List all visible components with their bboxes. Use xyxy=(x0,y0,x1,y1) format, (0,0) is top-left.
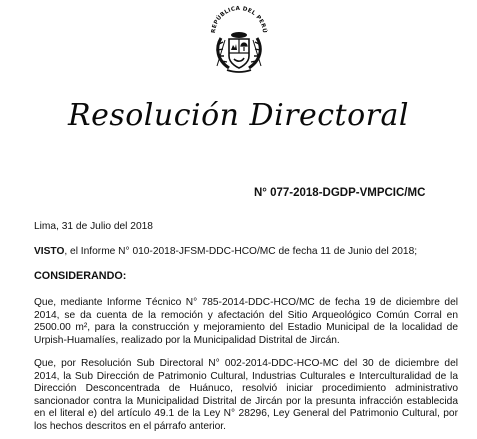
svg-text:REPÚBLICA DEL PERÚ xyxy=(211,6,268,34)
considerando-heading: CONSIDERANDO: xyxy=(34,270,127,282)
paragraph-1: Que, mediante Informe Técnico N° 785-2014-DDC-HCO/MC de fecha 19 de diciembre del 2014, se da cuenta de la remoción y afectación del Sitio Arqueológico Común Corral en 2500.00 m², para la construcción y mejoramiento del Estadio Municipal de la localidad de Urpish-Huamalíes, realizado por la Municipalidad Distrital de Jircán. xyxy=(34,297,458,346)
visto-label: VISTO xyxy=(34,246,65,257)
visto-text: , el Informe N° 010-2018-JFSM-DDC-HCO/MC de fecha 11 de Junio del 2018; xyxy=(64,246,418,257)
coat-of-arms-icon xyxy=(207,4,271,76)
date-line: Lima, 31 de Julio del 2018 xyxy=(34,221,153,232)
peru-coat-of-arms-seal xyxy=(207,4,271,76)
document-title: Resolución Directoral xyxy=(67,98,409,133)
visto-line xyxy=(34,246,417,259)
seal-text: REPÚBLICA DEL PERÚ xyxy=(210,5,268,34)
resolution-number: N° 077-2018-DGDP-VMPCIC/MC xyxy=(254,187,426,199)
paragraph-2: Que, por Resolución Sub Directoral N° 002-2014-DDC-HCO-MC del 30 de diciembre del 2014, la Sub Dirección de Patrimonio Cultural, Industrias Culturales e Interculturalidad de la Dirección Desconcentrada de Huánuco, resolvió iniciar procedimiento administrativo sancionador contra la Municipalidad Distrital de Jircán por la presunta infracción establecida en el literal e) del artículo 49.1 de la Ley N° 28296, Ley General del Patrimonio Cultural, por los hechos descritos en el párrafo anterior. xyxy=(34,358,458,432)
